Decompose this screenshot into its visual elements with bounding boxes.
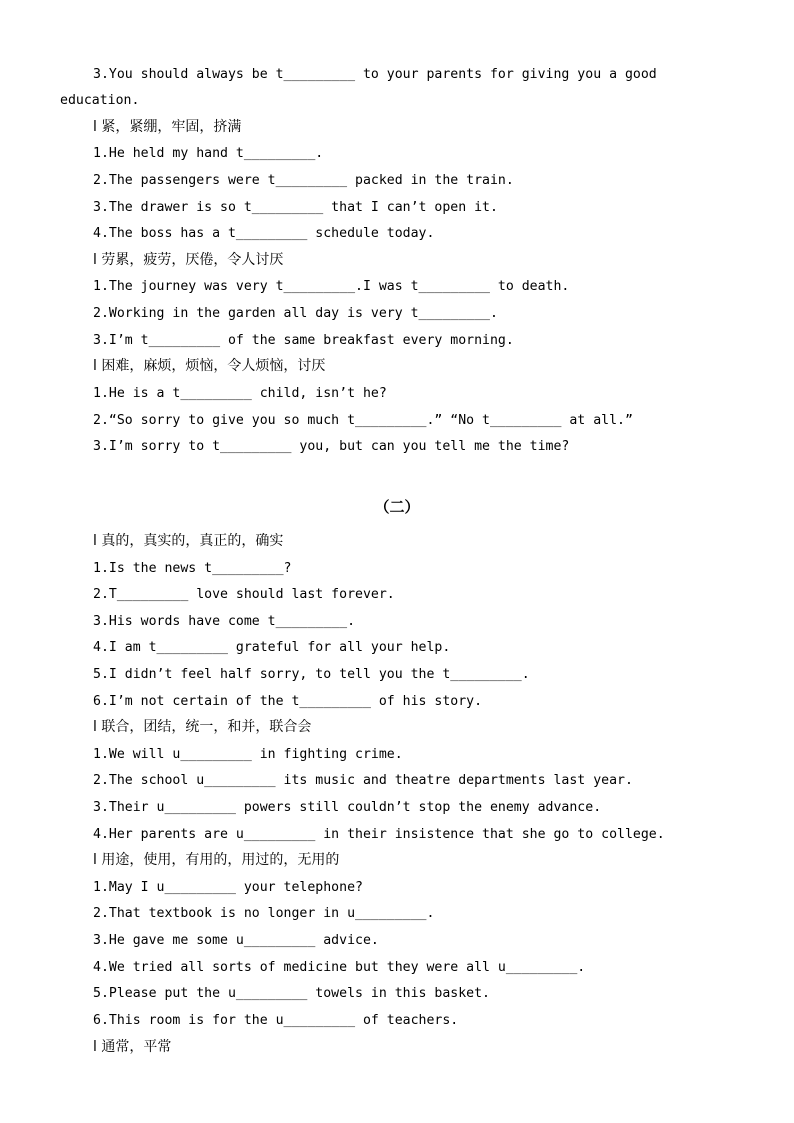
exercise-sentence: 2.T_________ love should last forever. [93, 587, 395, 602]
word-meaning-header: l 紧，紧绷，牢固，挤满 [93, 119, 242, 135]
exercise-sentence: 3.He gave me some u_________ advice. [93, 933, 379, 948]
exercise-sentence: 1.He held my hand t_________. [93, 146, 324, 161]
exercise-sentence: 5.I didn’t feel half sorry, to tell you the t_________. [93, 667, 530, 682]
exercise-sentence: 1.The journey was very t_________.I was t_________ to death. [93, 279, 570, 294]
exercise-sentence: 3.You should always be t_________ to your parents for giving you a good [93, 67, 657, 82]
word-meaning-header: l 通常，平常 [93, 1039, 172, 1055]
exercise-sentence: 3.I’m t_________ of the same breakfast every morning. [93, 333, 514, 348]
exercise-sentence: 6.I’m not certain of the t_________ of his story. [93, 694, 483, 709]
word-meaning-header: l 劳累，疲劳，厌倦，令人讨厌 [93, 252, 284, 268]
exercise-sentence: 2.That textbook is no longer in u_________. [93, 906, 435, 921]
exercise-sentence: 2.Working in the garden all day is very t_________. [93, 306, 498, 321]
exercise-sentence: 5.Please put the u_________ towels in this basket. [93, 986, 490, 1001]
exercise-sentence: 2.The passengers were t_________ packed in the train. [93, 173, 514, 188]
exercise-sentence: 3.His words have come t_________. [93, 614, 356, 629]
exercise-sentence-continuation: education. [60, 93, 140, 108]
section-heading: （二） [374, 498, 420, 516]
exercise-sentence: 1.May I u_________ your telephone? [93, 880, 363, 895]
word-meaning-header: l 困难，麻烦，烦恼，令人烦恼，讨厌 [93, 358, 326, 374]
exercise-sentence: 1.Is the news t_________? [93, 561, 292, 576]
exercise-sentence: 1.We will u_________ in fighting crime. [93, 747, 403, 762]
exercise-sentence: 3.Their u_________ powers still couldn’t stop the enemy advance. [93, 800, 602, 815]
word-meaning-header: l 真的，真实的，真正的，确实 [93, 533, 284, 549]
word-meaning-header: l 联合，团结，统一，和并，联合会 [93, 719, 312, 735]
exercise-sentence: 4.We tried all sorts of medicine but they were all u_________. [93, 960, 586, 975]
word-meaning-header: l 用途，使用，有用的，用过的，无用的 [93, 852, 340, 868]
exercise-sentence: 1.He is a t_________ child, isn’t he? [93, 386, 387, 401]
exercise-sentence: 3.The drawer is so t_________ that I can’t open it. [93, 200, 498, 215]
exercise-sentence: 6.This room is for the u_________ of teachers. [93, 1013, 459, 1028]
exercise-sentence: 2.“So sorry to give you so much t_________.” “No t_________ at all.” [93, 413, 633, 428]
exercise-sentence: 4.The boss has a t_________ schedule today. [93, 226, 435, 241]
exercise-sentence: 4.Her parents are u_________ in their insistence that she go to college. [93, 827, 665, 842]
exercise-sentence: 4.I am t_________ grateful for all your help. [93, 640, 451, 655]
exercise-sentence: 3.I’m sorry to t_________ you, but can you tell me the time? [93, 439, 570, 454]
exercise-sentence: 2.The school u_________ its music and theatre departments last year. [93, 773, 633, 788]
